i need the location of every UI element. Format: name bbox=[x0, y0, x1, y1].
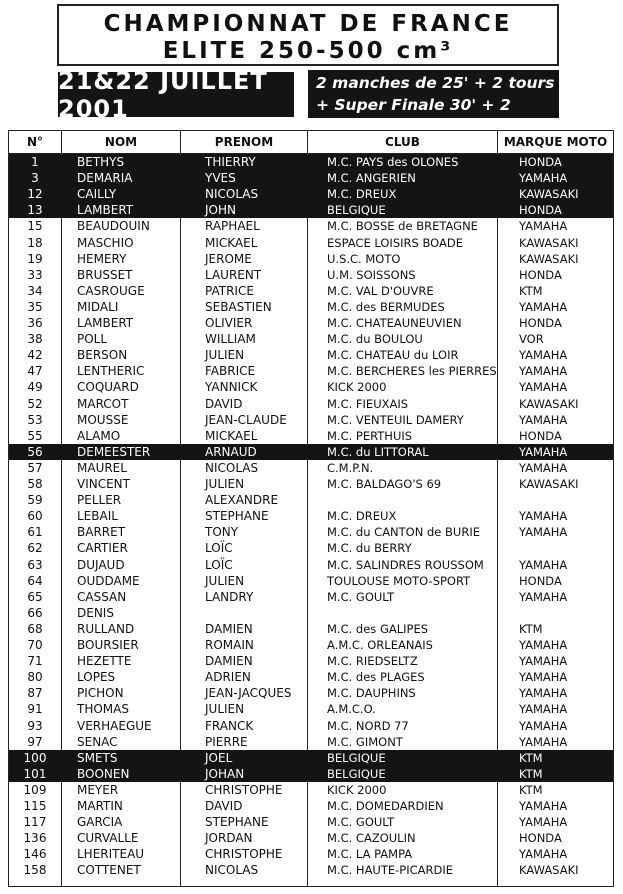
rider-club: M.C. BERCHERES les PIERRES bbox=[327, 364, 497, 379]
rider-number: 15 bbox=[27, 219, 43, 234]
rider-bike-brand: KAWASAKI bbox=[519, 396, 579, 411]
rider-number: 97 bbox=[27, 734, 43, 749]
rider-number: 61 bbox=[27, 525, 43, 540]
table-row bbox=[9, 734, 613, 750]
table-row bbox=[9, 154, 613, 170]
table-row bbox=[9, 186, 613, 202]
rider-club: M.C. PAYS des OLONES bbox=[327, 155, 459, 169]
rider-last-name: BRUSSET bbox=[77, 267, 133, 282]
rider-number: 60 bbox=[27, 509, 43, 524]
rider-number: 55 bbox=[27, 428, 43, 443]
rider-club: M.C. des GALIPES bbox=[327, 621, 429, 636]
rider-bike-brand: YAMAHA bbox=[519, 299, 568, 314]
rider-first-name: JULIEN bbox=[205, 348, 245, 363]
rider-last-name: OUDDAME bbox=[77, 573, 140, 588]
rider-last-name: CURVALLE bbox=[77, 831, 139, 846]
rider-number: 101 bbox=[23, 766, 47, 781]
rider-first-name: DAMIEN bbox=[205, 621, 253, 636]
rider-club: M.C. CHATEAU du LOIR bbox=[327, 348, 459, 363]
rider-bike-brand: KTM bbox=[519, 750, 543, 765]
rider-first-name: JEAN-JACQUES bbox=[205, 686, 292, 701]
rider-club: M.C. LA PAMPA bbox=[327, 847, 413, 862]
table-row bbox=[9, 782, 613, 798]
table-row bbox=[9, 476, 613, 492]
table-row bbox=[9, 428, 613, 444]
rider-number: 59 bbox=[27, 493, 43, 508]
rider-club: KICK 2000 bbox=[327, 380, 387, 395]
rider-number: 58 bbox=[27, 477, 43, 491]
table-row bbox=[9, 508, 613, 524]
rider-club: M.C. VENTEUIL DAMERY bbox=[327, 412, 464, 427]
rider-first-name: STEPHANE bbox=[205, 509, 269, 524]
rider-bike-brand: HONDA bbox=[519, 428, 562, 443]
rider-last-name: MEYER bbox=[77, 782, 119, 797]
rider-first-name: TONY bbox=[205, 525, 239, 540]
rider-number: 91 bbox=[27, 702, 43, 717]
rider-last-name: BOURSIER bbox=[77, 638, 139, 652]
rider-club: M.C. DAUPHINS bbox=[327, 686, 416, 701]
rider-first-name: JOHN bbox=[205, 203, 236, 218]
rider-club: C.M.P.N. bbox=[327, 460, 374, 475]
rider-last-name: BETHYS bbox=[77, 155, 125, 169]
table-row bbox=[9, 685, 613, 701]
rider-number: 19 bbox=[27, 251, 43, 266]
event-date: 21&22 JUILLET 2001 bbox=[58, 66, 268, 123]
rider-bike-brand: YAMAHA bbox=[519, 557, 568, 572]
rider-number: 56 bbox=[27, 444, 43, 459]
rider-last-name: VINCENT bbox=[77, 477, 130, 491]
rider-club: M.C. du CANTON de BURIE bbox=[327, 525, 480, 540]
rider-number: 13 bbox=[27, 203, 43, 218]
table-row bbox=[9, 347, 613, 363]
rider-last-name: THOMAS bbox=[77, 702, 129, 717]
page-subtitle: ELITE 250-500 cm³ bbox=[162, 38, 454, 64]
rider-first-name: JEAN-CLAUDE bbox=[205, 412, 287, 427]
rider-last-name: COQUARD bbox=[77, 380, 139, 395]
rider-club: U.M. SOISSONS bbox=[327, 267, 416, 282]
rider-bike-brand: HONDA bbox=[519, 203, 562, 218]
rider-bike-brand: VOR bbox=[519, 332, 544, 347]
rider-last-name: PELLER bbox=[77, 493, 122, 508]
rider-bike-brand: KTM bbox=[519, 766, 543, 781]
table-row bbox=[9, 218, 613, 234]
rider-first-name: MICKAEL bbox=[205, 428, 258, 443]
table-row bbox=[9, 444, 613, 460]
rider-club: M.C. GOULT bbox=[327, 815, 395, 830]
rider-number: 42 bbox=[27, 348, 43, 363]
rider-first-name: WILLIAM bbox=[205, 332, 256, 347]
rider-first-name: JULIEN bbox=[205, 702, 245, 717]
rider-last-name: MIDALI bbox=[77, 299, 119, 314]
rider-club: M.C. du LITTORAL bbox=[327, 444, 429, 459]
table-row bbox=[9, 573, 613, 589]
rider-first-name: LOÏC bbox=[205, 557, 233, 572]
rider-last-name: HEMERY bbox=[77, 251, 127, 266]
rider-bike-brand: YAMAHA bbox=[519, 815, 568, 830]
column-header-moto: MARQUE MOTO bbox=[503, 135, 608, 149]
race-format-line2: + Super Finale 30' + 2 tours bbox=[316, 96, 511, 136]
rider-last-name: VERHAEGUE bbox=[77, 718, 152, 733]
rider-first-name: JEROME bbox=[205, 251, 252, 266]
rider-bike-brand: KTM bbox=[519, 283, 543, 298]
rider-last-name: LEBAIL bbox=[77, 509, 118, 524]
entry-list-table bbox=[8, 130, 614, 887]
rider-last-name: LHERITEAU bbox=[77, 847, 145, 862]
rider-last-name: CASSAN bbox=[77, 589, 127, 604]
table-row bbox=[9, 798, 613, 814]
rider-number: 52 bbox=[27, 396, 43, 411]
race-format-line1: 2 manches de 25' + 2 tours bbox=[316, 74, 555, 92]
table-row bbox=[9, 202, 613, 218]
rider-last-name: BEAUDOUIN bbox=[77, 219, 150, 234]
rider-club: KICK 2000 bbox=[327, 782, 387, 797]
table-row bbox=[9, 846, 613, 862]
rider-bike-brand: YAMAHA bbox=[519, 380, 568, 395]
rider-last-name: HEZETTE bbox=[77, 654, 132, 669]
table-row bbox=[9, 492, 613, 508]
rider-number: 109 bbox=[23, 782, 47, 797]
rider-club: M.C. des BERMUDES bbox=[327, 299, 445, 314]
rider-bike-brand: KAWASAKI bbox=[519, 251, 579, 266]
rider-first-name: ROMAIN bbox=[205, 638, 254, 652]
rider-club: M.C. GOULT bbox=[327, 589, 395, 604]
rider-club: M.C. RIEDSELTZ bbox=[327, 654, 418, 669]
rider-bike-brand: YAMAHA bbox=[519, 348, 568, 363]
rider-last-name: DEMEESTER bbox=[77, 444, 151, 459]
rider-club: M.C. du BERRY bbox=[327, 541, 412, 556]
rider-bike-brand: YAMAHA bbox=[519, 525, 568, 540]
rider-bike-brand: HONDA bbox=[519, 573, 562, 588]
rider-last-name: MARCOT bbox=[77, 396, 129, 411]
rider-number: 34 bbox=[27, 283, 43, 298]
rider-number: 117 bbox=[23, 815, 47, 830]
rider-first-name: FABRICE bbox=[205, 364, 256, 379]
table-row bbox=[9, 862, 613, 878]
rider-last-name: PICHON bbox=[77, 686, 124, 701]
table-header bbox=[9, 131, 613, 154]
rider-number: 70 bbox=[27, 638, 43, 652]
table-row bbox=[9, 524, 613, 540]
table-row bbox=[9, 557, 613, 573]
table-row bbox=[9, 621, 613, 637]
rider-club: M.C. FIEUXAIS bbox=[327, 396, 409, 411]
rider-first-name: CHRISTOPHE bbox=[205, 782, 283, 797]
rider-bike-brand: KAWASAKI bbox=[519, 477, 579, 491]
rider-number: 57 bbox=[27, 460, 43, 475]
rider-club: M.C. ANGERIEN bbox=[327, 171, 416, 186]
table-row bbox=[9, 235, 613, 251]
rider-number: 1 bbox=[31, 155, 39, 169]
event-date-banner bbox=[58, 66, 294, 123]
rider-club: A.M.C.O. bbox=[327, 702, 376, 717]
rider-bike-brand: KTM bbox=[519, 621, 543, 636]
table-row bbox=[9, 669, 613, 685]
rider-club: M.C. BOSSE de BRETAGNE bbox=[327, 219, 478, 234]
table-row bbox=[9, 653, 613, 669]
rider-club: M.C. GIMONT bbox=[327, 734, 403, 749]
rider-bike-brand: KAWASAKI bbox=[519, 235, 579, 250]
rider-first-name: ALEXANDRE bbox=[205, 493, 279, 508]
table-row bbox=[9, 589, 613, 605]
rider-club: M.C. DREUX bbox=[327, 509, 397, 524]
rider-number: 65 bbox=[27, 589, 43, 604]
rider-first-name: ARNAUD bbox=[205, 444, 257, 459]
table-row bbox=[9, 267, 613, 283]
rider-last-name: BERSON bbox=[77, 348, 128, 363]
rider-number: 53 bbox=[27, 412, 43, 427]
rider-club: A.M.C. ORLEANAIS bbox=[327, 638, 433, 652]
rider-first-name: JULIEN bbox=[205, 477, 245, 491]
table-row bbox=[9, 540, 613, 556]
rider-club: ESPACE LOISIRS BOADE bbox=[327, 235, 463, 250]
rider-bike-brand: YAMAHA bbox=[519, 219, 568, 234]
rider-club: M.C. SALINDRES ROUSSOM bbox=[327, 557, 484, 572]
table-row bbox=[9, 766, 613, 782]
rider-bike-brand: YAMAHA bbox=[519, 702, 568, 717]
rider-first-name: NICOLAS bbox=[205, 460, 259, 475]
rider-number: 47 bbox=[27, 364, 43, 379]
rider-first-name: DAVID bbox=[205, 396, 243, 411]
rider-last-name: SMETS bbox=[77, 750, 118, 765]
rider-first-name: DAVID bbox=[205, 799, 243, 813]
rider-number: 33 bbox=[27, 267, 43, 282]
rider-number: 12 bbox=[27, 187, 43, 202]
rider-number: 158 bbox=[23, 863, 47, 878]
rider-club: U.S.C. MOTO bbox=[327, 251, 401, 266]
page-title: CHAMPIONNAT DE FRANCE bbox=[103, 11, 513, 37]
rider-club: M.C. DOMEDARDIEN bbox=[327, 799, 444, 813]
table-row bbox=[9, 363, 613, 379]
rider-first-name: NICOLAS bbox=[205, 863, 259, 878]
rider-number: 63 bbox=[27, 557, 43, 572]
rider-first-name: LANDRY bbox=[205, 589, 254, 604]
rider-bike-brand: YAMAHA bbox=[519, 364, 568, 379]
rider-number: 3 bbox=[31, 171, 39, 186]
table-row bbox=[9, 315, 613, 331]
rider-number: 18 bbox=[27, 235, 43, 250]
table-row bbox=[9, 814, 613, 830]
rider-bike-brand: HONDA bbox=[519, 316, 562, 330]
title-box bbox=[57, 4, 559, 66]
rider-number: 146 bbox=[23, 847, 47, 862]
table-row bbox=[9, 460, 613, 476]
table-row bbox=[9, 605, 613, 621]
rider-last-name: MAUREL bbox=[77, 460, 127, 475]
rider-first-name: PIERRE bbox=[205, 734, 248, 749]
rider-last-name: GARCIA bbox=[77, 815, 123, 830]
rider-bike-brand: YAMAHA bbox=[519, 847, 568, 862]
rider-last-name: ALAMO bbox=[77, 428, 121, 443]
table-row bbox=[9, 283, 613, 299]
rider-bike-brand: YAMAHA bbox=[519, 654, 568, 669]
rider-last-name: LAMBERT bbox=[77, 203, 134, 218]
rider-first-name: LAURENT bbox=[205, 267, 262, 282]
column-header-club: CLUB bbox=[385, 135, 420, 149]
table-row bbox=[9, 331, 613, 347]
rider-last-name: DEMARIA bbox=[77, 171, 133, 186]
table-row bbox=[9, 412, 613, 428]
rider-first-name: CHRISTOPHE bbox=[205, 847, 283, 862]
table-row bbox=[9, 701, 613, 717]
rider-last-name: CASROUGE bbox=[77, 283, 145, 298]
rider-number: 68 bbox=[27, 621, 43, 636]
rider-first-name: THIERRY bbox=[205, 155, 256, 169]
rider-club: BELGIQUE bbox=[327, 766, 386, 781]
rider-last-name: COTTENET bbox=[77, 863, 141, 878]
table-row bbox=[9, 718, 613, 734]
rider-bike-brand: YAMAHA bbox=[519, 686, 568, 701]
rider-bike-brand: HONDA bbox=[519, 155, 562, 169]
rider-number: 71 bbox=[27, 654, 43, 669]
rider-number: 87 bbox=[27, 686, 43, 701]
rider-number: 62 bbox=[27, 541, 43, 556]
race-format-banner bbox=[308, 70, 559, 136]
rider-first-name: MICKAEL bbox=[205, 235, 258, 250]
rider-number: 49 bbox=[27, 380, 43, 395]
rider-first-name: JOHAN bbox=[205, 766, 245, 781]
rider-club: BELGIQUE bbox=[327, 750, 386, 765]
rider-first-name: JULIEN bbox=[205, 573, 245, 588]
rider-last-name: DENIS bbox=[77, 605, 114, 620]
table-row bbox=[9, 379, 613, 395]
rider-bike-brand: YAMAHA bbox=[519, 718, 568, 733]
rider-last-name: LOPES bbox=[77, 670, 116, 685]
rider-number: 36 bbox=[27, 316, 43, 330]
rider-first-name: RAPHAEL bbox=[205, 219, 260, 234]
rider-club: M.C. NORD 77 bbox=[327, 718, 409, 733]
rider-first-name: SEBASTIEN bbox=[205, 299, 272, 314]
rider-club: M.C. CAZOULIN bbox=[327, 831, 416, 846]
rider-last-name: MARTIN bbox=[77, 799, 123, 813]
rider-bike-brand: KAWASAKI bbox=[519, 187, 579, 202]
rider-bike-brand: YAMAHA bbox=[519, 460, 568, 475]
rider-bike-brand: KTM bbox=[519, 782, 543, 797]
table-row bbox=[9, 830, 613, 846]
table-row bbox=[9, 396, 613, 412]
column-header-prenom: PRENOM bbox=[214, 135, 274, 149]
table-row bbox=[9, 750, 613, 766]
rider-last-name: MASCHIO bbox=[77, 235, 134, 250]
rider-last-name: LENTHERIC bbox=[77, 364, 145, 379]
rider-club: M.C. CHATEAUNEUVIEN bbox=[327, 316, 462, 330]
rider-number: 38 bbox=[27, 332, 43, 347]
rider-bike-brand: YAMAHA bbox=[519, 509, 568, 524]
rider-number: 100 bbox=[23, 750, 47, 765]
rider-bike-brand: HONDA bbox=[519, 267, 562, 282]
rider-bike-brand: YAMAHA bbox=[519, 171, 568, 186]
rider-club: M.C. des PLAGES bbox=[327, 670, 425, 685]
rider-last-name: BOONEN bbox=[77, 766, 130, 781]
rider-first-name: DAMIEN bbox=[205, 654, 253, 669]
rider-number: 80 bbox=[27, 670, 43, 685]
rider-club: TOULOUSE MOTO-SPORT bbox=[327, 573, 471, 588]
rider-club: M.C. HAUTE-PICARDIE bbox=[327, 863, 454, 878]
rider-first-name: YANNICK bbox=[205, 380, 258, 395]
rider-last-name: BARRET bbox=[77, 525, 126, 540]
rider-bike-brand: YAMAHA bbox=[519, 638, 568, 652]
rider-number: 64 bbox=[27, 573, 43, 588]
rider-club: M.C. du BOULOU bbox=[327, 332, 423, 347]
rider-first-name: JOEL bbox=[205, 750, 233, 765]
table-row bbox=[9, 637, 613, 653]
table-row bbox=[9, 299, 613, 315]
rider-club: M.C. BALDAGO'S 69 bbox=[327, 477, 442, 491]
rider-first-name: ADRIEN bbox=[205, 670, 251, 685]
rider-first-name: STEPHANE bbox=[205, 815, 269, 830]
rider-number: 35 bbox=[27, 299, 43, 314]
rider-first-name: YVES bbox=[205, 171, 236, 186]
rider-bike-brand: YAMAHA bbox=[519, 412, 568, 427]
rider-first-name: PATRICE bbox=[205, 283, 254, 298]
rider-first-name: LOÏC bbox=[205, 541, 233, 556]
rider-bike-brand: YAMAHA bbox=[519, 589, 568, 604]
rider-last-name: POLL bbox=[77, 332, 108, 347]
rider-first-name: JORDAN bbox=[205, 831, 253, 846]
table-row bbox=[9, 251, 613, 267]
rider-last-name: CARTIER bbox=[77, 541, 128, 556]
rider-club: BELGIQUE bbox=[327, 203, 386, 218]
rider-club: M.C. DREUX bbox=[327, 187, 397, 202]
rider-last-name: DUJAUD bbox=[77, 557, 125, 572]
rider-last-name: SENAC bbox=[77, 734, 118, 749]
rider-bike-brand: HONDA bbox=[519, 831, 562, 846]
rider-bike-brand: YAMAHA bbox=[519, 799, 568, 813]
rider-number: 66 bbox=[27, 605, 43, 620]
rider-last-name: RULLAND bbox=[77, 621, 135, 636]
rider-number: 93 bbox=[27, 718, 43, 733]
column-header-num: N° bbox=[26, 135, 44, 149]
rider-number: 136 bbox=[23, 831, 47, 846]
rider-first-name: NICOLAS bbox=[205, 187, 259, 202]
rider-bike-brand: KAWASAKI bbox=[519, 863, 579, 878]
rider-bike-brand: YAMAHA bbox=[519, 444, 568, 459]
rider-first-name: OLIVIER bbox=[205, 316, 253, 330]
rider-number: 115 bbox=[23, 799, 47, 813]
rider-bike-brand: YAMAHA bbox=[519, 670, 568, 685]
table-row bbox=[9, 170, 613, 186]
rider-first-name: FRANCK bbox=[205, 718, 254, 733]
rider-last-name: MOUSSE bbox=[77, 412, 129, 427]
rider-bike-brand: YAMAHA bbox=[519, 734, 568, 749]
rider-club: M.C. PERTHUIS bbox=[327, 428, 413, 443]
column-header-nom: NOM bbox=[104, 135, 138, 149]
rider-last-name: LAMBERT bbox=[77, 316, 134, 330]
rider-club: M.C. VAL D'OUVRE bbox=[327, 283, 434, 298]
rider-last-name: CAILLY bbox=[77, 187, 117, 202]
